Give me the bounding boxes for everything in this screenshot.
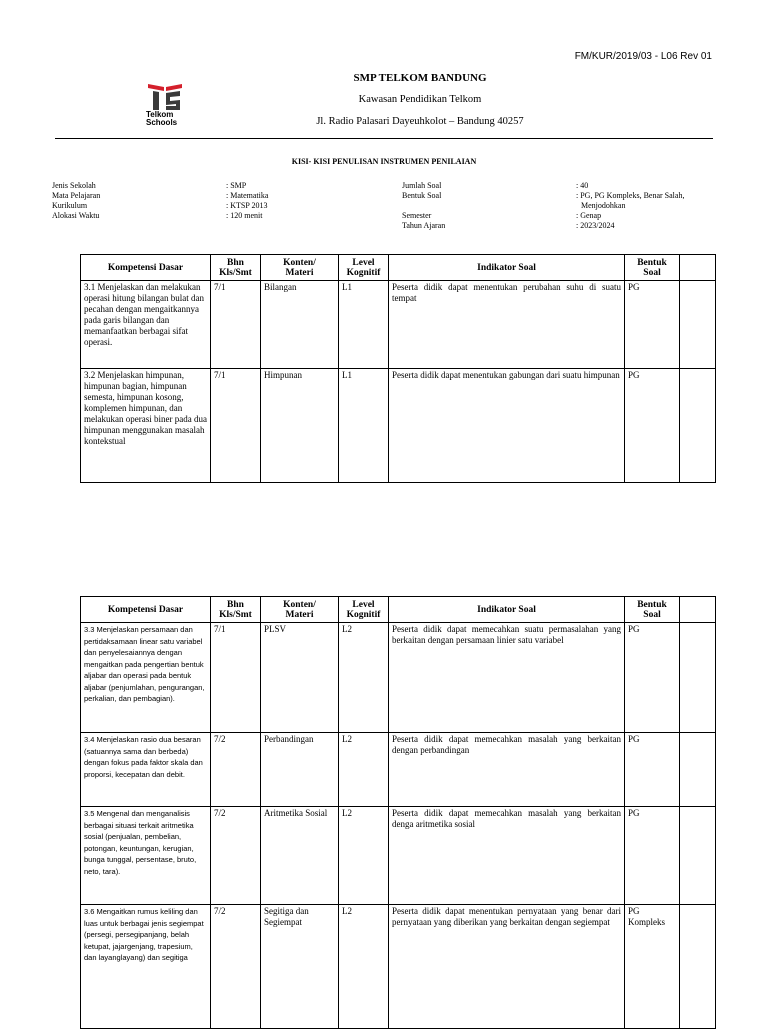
header-bhn-kls: Bhn Kls/Smt xyxy=(211,255,261,281)
header-extra xyxy=(680,255,716,281)
header-level-kognitif: Level Kognitif xyxy=(339,255,389,281)
header-kompetensi-dasar: Kompetensi Dasar xyxy=(81,255,211,281)
cell-bentuk: PG xyxy=(625,281,680,369)
header-bentuk-soal: Bentuk Soal xyxy=(625,255,680,281)
cell-kls: 7/2 xyxy=(211,905,261,1029)
header-konten-materi: Konten/ Materi xyxy=(261,255,339,281)
meta-left-labels xyxy=(52,181,100,221)
meta-value: : SMP xyxy=(226,181,247,190)
meta-value: : Genap xyxy=(576,211,602,220)
cell-extra xyxy=(680,905,716,1029)
cell-extra xyxy=(680,281,716,369)
school-address-line2: Jl. Radio Palasari Dayeuhkolot – Bandung 40257 xyxy=(316,116,524,127)
cell-level: L2 xyxy=(339,623,389,733)
cell-indikator: Peserta didik dapat menentukan pernyataan yang benar dari pernyataan yang diberikan yang berkaitan dengan segiempat xyxy=(389,905,625,1029)
cell-kompetensi: 3.6 Mengaitkan rumus keliling dan luas untuk berbagai jenis segiempat (persegi, persegipanjang, belah ketupat, jajargenjang, trapesium, dan layanglayang) dan segitiga xyxy=(81,905,211,1029)
meta-value: : Matematika xyxy=(226,191,269,200)
meta-label: Jumlah Soal xyxy=(402,181,442,190)
cell-bentuk: PG Kompleks xyxy=(625,905,680,1029)
cell-extra xyxy=(680,623,716,733)
meta-label: Tahun Ajaran xyxy=(402,221,446,230)
cell-bentuk: PG xyxy=(625,623,680,733)
cell-extra xyxy=(680,369,716,483)
cell-extra xyxy=(680,733,716,807)
table-row xyxy=(81,733,716,807)
school-name: SMP TELKOM BANDUNG xyxy=(353,72,487,84)
header-level-kognitif: Level Kognitif xyxy=(339,597,389,623)
header-indikator-soal: Indikator Soal xyxy=(389,597,625,623)
meta-left-values xyxy=(226,181,268,221)
table-header-row xyxy=(81,255,716,281)
cell-konten: PLSV xyxy=(261,623,339,733)
cell-level: L2 xyxy=(339,807,389,905)
meta-value: : 40 xyxy=(576,181,589,190)
cell-indikator: Peserta didik dapat memecahkan masalah yang berkaitan dengan perbandingan xyxy=(389,733,625,807)
table-row xyxy=(81,281,716,369)
meta-label: Semester xyxy=(402,211,432,220)
telkom-schools-logo xyxy=(146,82,188,128)
cell-kompetensi: 3.2 Menjelaskan himpunan, himpunan bagian, himpunan semesta, himpunan kosong, komplemen himpunan, dan melakukan operasi biner pada dua himpunan menggunakan masalah kontekstual xyxy=(81,369,211,483)
meta-label: Alokasi Waktu xyxy=(52,211,100,220)
cell-level: L2 xyxy=(339,905,389,1029)
cell-kompetensi: 3.3 Menjelaskan persamaan dan pertidaksamaan linear satu variabel dan penyelesaiannya dengan mengaitkan pada pengertian bentuk aljabar dan operasi pada bentuk aljabar (penjumlahan, pengurangan, perkalian, dan pembagian). xyxy=(81,623,211,733)
header-bhn-kls: Bhn Kls/Smt xyxy=(211,597,261,623)
logo-text-telkom: Telkom xyxy=(146,110,174,119)
header-extra xyxy=(680,597,716,623)
header-indikator-soal: Indikator Soal xyxy=(389,255,625,281)
cell-konten: Bilangan xyxy=(261,281,339,369)
kisi-table-2 xyxy=(80,596,716,1029)
meta-right-values xyxy=(576,181,684,231)
school-address-line1: Kawasan Pendidikan Telkom xyxy=(358,94,482,105)
meta-label: Jenis Sekolah xyxy=(52,181,96,190)
header-kompetensi-dasar: Kompetensi Dasar xyxy=(81,597,211,623)
meta-right-labels xyxy=(402,181,445,231)
cell-extra xyxy=(680,807,716,905)
table-row xyxy=(81,623,716,733)
cell-level: L1 xyxy=(339,369,389,483)
header-bentuk-soal: Bentuk Soal xyxy=(625,597,680,623)
cell-indikator: Peserta didik dapat menentukan gabungan dari suatu himpunan xyxy=(389,369,625,483)
document-reference-code: FM/KUR/2019/03 - L06 Rev 01 xyxy=(574,51,712,62)
table-row xyxy=(81,369,716,483)
table-header-row xyxy=(81,597,716,623)
cell-bentuk: PG xyxy=(625,369,680,483)
meta-label: Mata Pelajaran xyxy=(52,191,101,200)
cell-bentuk: PG xyxy=(625,807,680,905)
meta-label: Bentuk Soal xyxy=(402,191,442,200)
cell-level: L2 xyxy=(339,733,389,807)
meta-value: : 2023/2024 xyxy=(576,221,615,230)
cell-level: L1 xyxy=(339,281,389,369)
cell-kls: 7/2 xyxy=(211,733,261,807)
header-konten-materi: Konten/ Materi xyxy=(261,597,339,623)
meta-label: Kurikulum xyxy=(52,201,88,210)
cell-kompetensi: 3.4 Menjelaskan rasio dua besaran (satuannya sama dan berbeda) dengan fokus pada faktor skala dan proporsi, kecepatan dan debit. xyxy=(81,733,211,807)
cell-kompetensi: 3.1 Menjelaskan dan melakukan operasi hitung bilangan bulat dan pecahan dengan mengaitkannya pada garis bilangan dan memanfaatkan berbagai sifat operasi. xyxy=(81,281,211,369)
cell-kls: 7/1 xyxy=(211,623,261,733)
cell-kls: 7/1 xyxy=(211,281,261,369)
cell-bentuk: PG xyxy=(625,733,680,807)
document-title: KISI- KISI PENULISAN INSTRUMEN PENILAIAN xyxy=(291,157,477,166)
cell-konten: Himpunan xyxy=(261,369,339,483)
header-divider xyxy=(55,138,713,139)
cell-konten: Aritmetika Sosial xyxy=(261,807,339,905)
cell-indikator: Peserta didik dapat menentukan perubahan suhu di suatu tempat xyxy=(389,281,625,369)
meta-value: Menjodohkan xyxy=(581,201,626,210)
logo-text-schools: Schools xyxy=(146,118,178,127)
telkom-logo-icon xyxy=(146,82,184,112)
table-row xyxy=(81,807,716,905)
cell-kls: 7/2 xyxy=(211,807,261,905)
table-row xyxy=(81,905,716,1029)
cell-indikator: Peserta didik dapat memecahkan masalah yang berkaitan denga aritmetika sosial xyxy=(389,807,625,905)
cell-konten: Segitiga dan Segiempat xyxy=(261,905,339,1029)
cell-kls: 7/1 xyxy=(211,369,261,483)
meta-value: : 120 menit xyxy=(226,211,263,220)
kisi-table-1 xyxy=(80,254,716,483)
meta-value: : PG, PG Kompleks, Benar Salah, xyxy=(576,191,685,200)
meta-value: : KTSP 2013 xyxy=(226,201,268,210)
cell-indikator: Peserta didik dapat memecahkan suatu permasalahan yang berkaitan dengan persamaan linier satu variabel xyxy=(389,623,625,733)
cell-konten: Perbandingan xyxy=(261,733,339,807)
cell-kompetensi: 3.5 Mengenal dan menganalisis berbagai situasi terkait aritmetika sosial (penjualan, pembelian, potongan, keuntungan, kerugian, bunga tunggal, persentase, bruto, neto, tara). xyxy=(81,807,211,905)
